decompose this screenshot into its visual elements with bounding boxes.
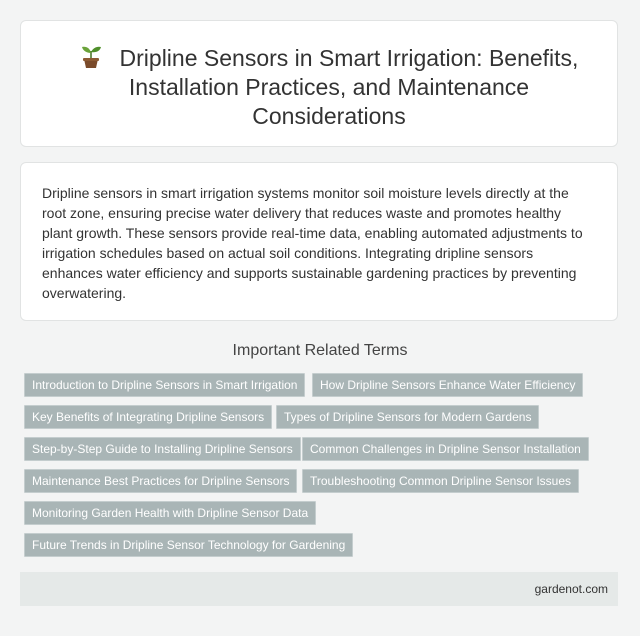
- related-term-tag[interactable]: Troubleshooting Common Dripline Sensor Issues: [302, 469, 579, 493]
- related-term-tag[interactable]: Future Trends in Dripline Sensor Technology for Gardening: [24, 533, 353, 557]
- summary-text: Dripline sensors in smart irrigation systems monitor soil moisture levels directly at the root zone, ensuring precise water delivery that reduces waste and promotes healthy plant growth. These sensors provide real-time data, enabling automated adjustments to irrigation schedules based on actual soil conditions. Integrating dripline sensors enhances water efficiency and supports sustainable gardening practices by preventing overwatering.: [42, 185, 583, 301]
- seedling-icon: [80, 45, 102, 69]
- related-term-tag[interactable]: Monitoring Garden Health with Dripline Sensor Data: [24, 501, 316, 525]
- related-term-tag[interactable]: Types of Dripline Sensors for Modern Gardens: [276, 405, 539, 429]
- related-term-tag[interactable]: Common Challenges in Dripline Sensor Installation: [302, 437, 589, 461]
- related-term-tag[interactable]: How Dripline Sensors Enhance Water Efficiency: [312, 373, 583, 397]
- related-term-tag[interactable]: Introduction to Dripline Sensors in Smart Irrigation: [24, 373, 305, 397]
- title-card: [20, 20, 618, 147]
- page-title: [61, 44, 597, 131]
- related-term-tag[interactable]: Key Benefits of Integrating Dripline Sensors: [24, 405, 272, 429]
- footer-site-link[interactable]: gardenot.com: [534, 582, 608, 596]
- footer: [20, 572, 618, 606]
- related-terms-heading: Important Related Terms: [232, 342, 408, 359]
- summary-card: [20, 162, 618, 321]
- related-term-tag[interactable]: Step-by-Step Guide to Installing Dripline Sensors: [24, 437, 301, 461]
- title-text: Dripline Sensors in Smart Irrigation: Benefits, Installation Practices, and Maintenance Considerations: [119, 45, 579, 129]
- related-term-tag[interactable]: Maintenance Best Practices for Dripline Sensors: [24, 469, 297, 493]
